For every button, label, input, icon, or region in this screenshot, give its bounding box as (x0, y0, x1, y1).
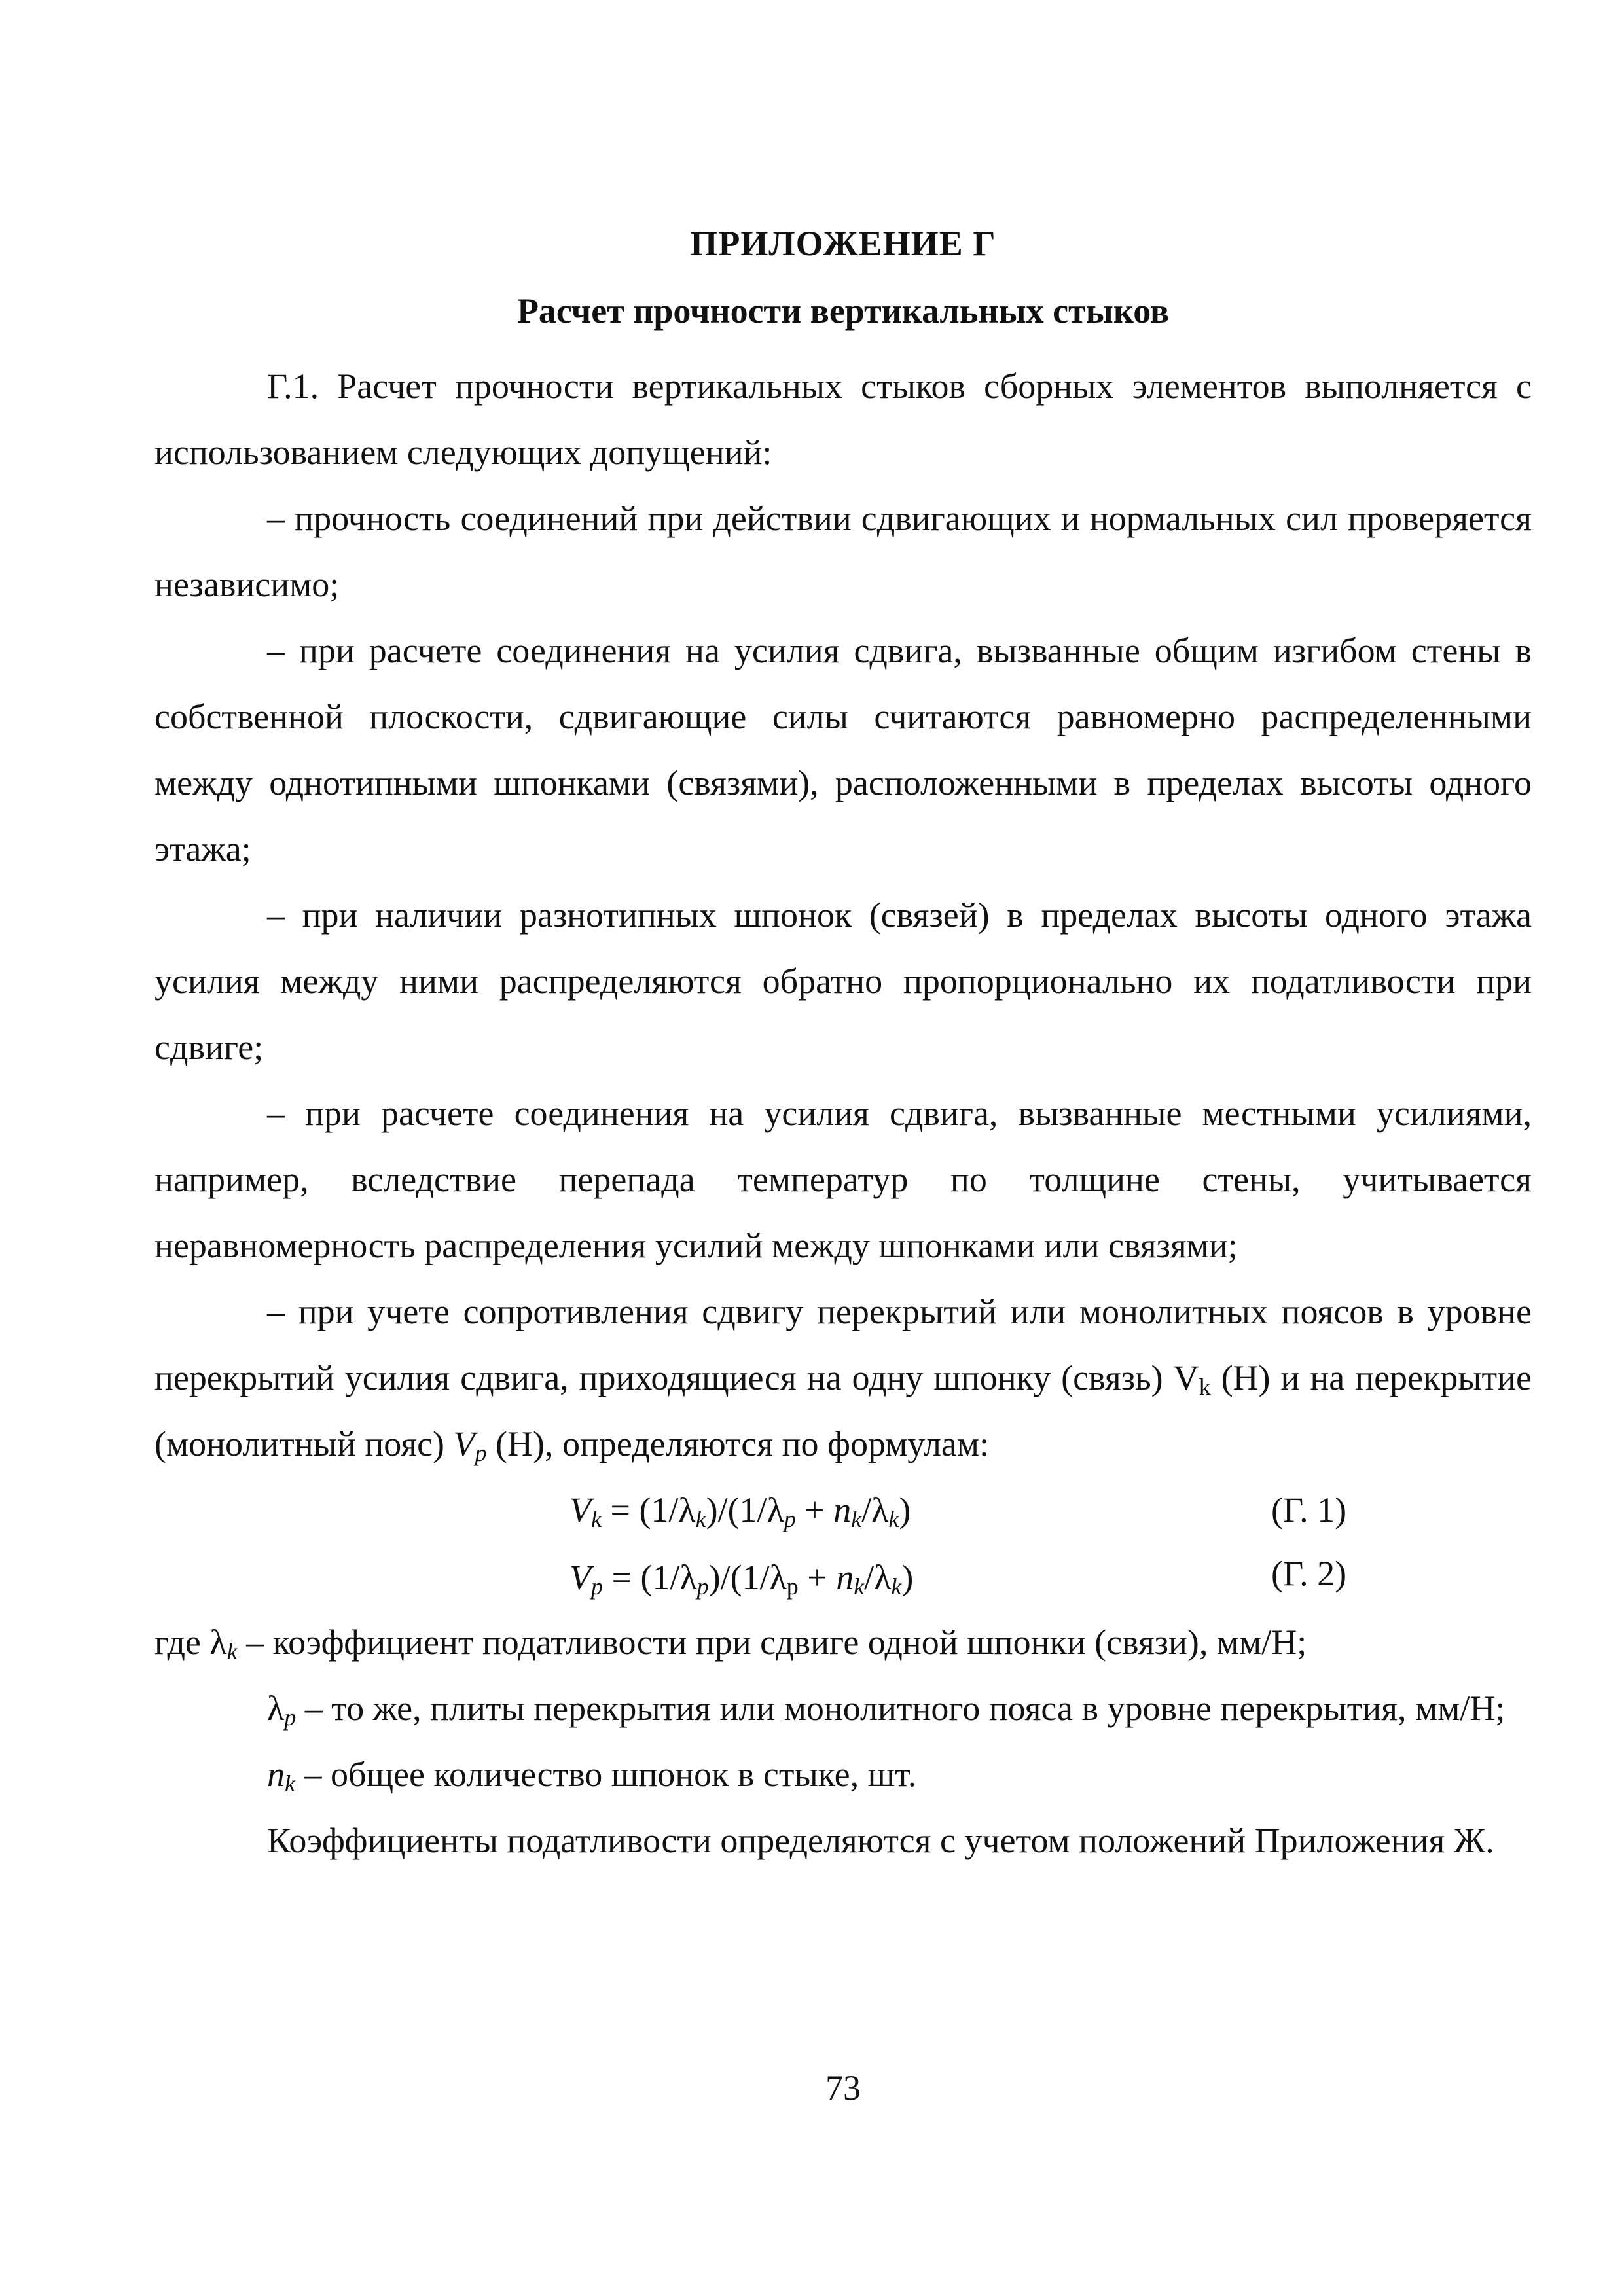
section-title: Расчет прочности вертикальных стыков (516, 291, 1170, 331)
body-text (154, 353, 1532, 1874)
assumption-2: – при расчете соединения на усилия сдвига, вызванные общим изгибом стены в собственной плоскости, сдвигающие силы считаются равномерно распределенными между однотипными шпонками (связями), расположенными в пределах высоты одного этажа; (154, 631, 1532, 869)
formula-g1-number: (Г. 1) (1271, 1490, 1347, 1530)
formula-g2 (154, 1543, 1532, 1609)
assumption-3: – при наличии разнотипных шпонок (связей) в пределах высоты одного этажа усилия между ними распределяются обратно пропорционально их податливости при сдвиге; (154, 895, 1532, 1067)
page-number: 73 (825, 2068, 861, 2108)
intro-paragraph: Г.1. Расчет прочности вертикальных стыков сборных элементов выполняется с использованием следующих допущений: (154, 367, 1532, 472)
formula-g2-number: (Г. 2) (1271, 1554, 1347, 1593)
definition-n-k: $n_k$ – общее количество шпонок в стыке, шт. (267, 1755, 917, 1797)
definition-lambda-p: $\lambda_p$ – то же, плиты перекрытия или монолитного пояса в уровне перекрытия, мм/Н; (267, 1689, 1506, 1731)
appendix-heading: ПРИЛОЖЕНИЕ Г (690, 224, 996, 263)
assumption-1: – прочность соединений при действии сдвигающих и нормальных сил проверяется независимо; (154, 499, 1532, 604)
assumption-4: – при расчете соединения на усилия сдвига, вызванные местными усилиями, например, вследствие перепада температур по толщине стены, учитывается неравномерность распределения усилий между шпонками или связями; (154, 1094, 1532, 1265)
formula-g1 (154, 1477, 1532, 1543)
assumption-5: – при учете сопротивления сдвигу перекрытий или монолитных поясов в уровне перекрытий усилия сдвига, приходящиеся на одну шпонку (связь) $V_k$ (Н) и на перекрытие (монолитный пояс) $V_p$ (Н), определяются по формулам: (154, 1292, 1532, 1466)
formula-g2-expression: $V_p = (1/\lambda_p)/(1/\lambda_p + n_k/\lambda_k)$ (569, 1558, 914, 1600)
closing-paragraph: Коэффициенты податливости определяются с учетом положений Приложения Ж. (267, 1821, 1494, 1860)
formula-g1-expression: $V_k = (1/\lambda_k)/(1/\lambda_p + n_k/\lambda_k)$ (569, 1490, 911, 1532)
definition-lambda-k: где $\lambda_k$ – коэффициент податливости при сдвиге одной шпонки (связи), мм/Н; (154, 1623, 1307, 1664)
